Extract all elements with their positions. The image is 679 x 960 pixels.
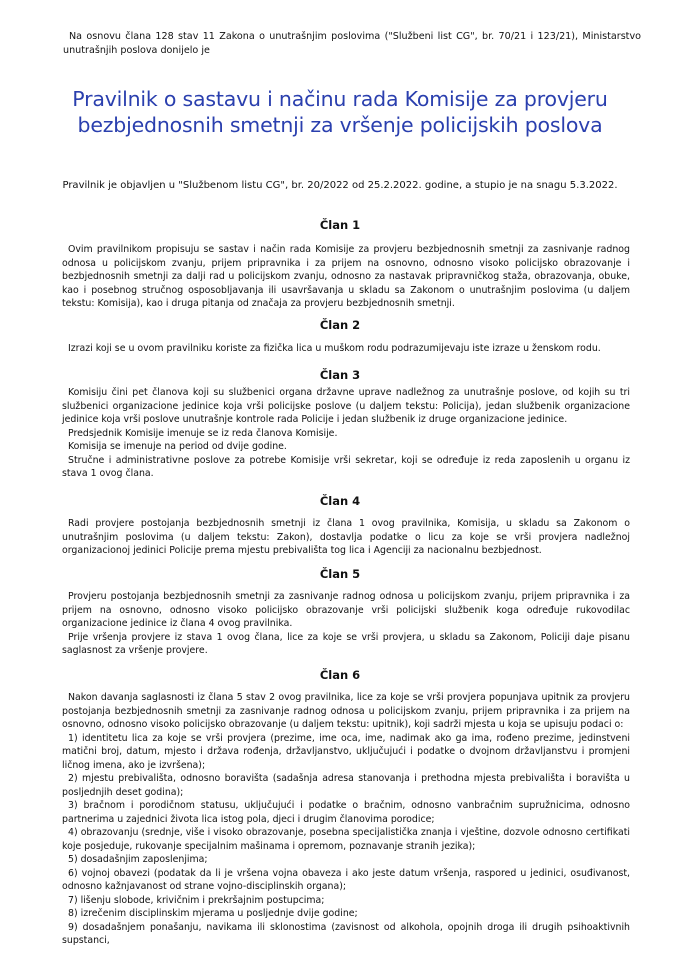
article-3-heading: Član 3	[319, 368, 361, 382]
article-1-heading: Član 1	[319, 218, 361, 232]
article-5-body	[62, 590, 630, 658]
article-5-heading: Član 5	[319, 567, 361, 581]
intro-text: Na osnovu člana 128 stav 11 Zakona o unutrašnjim poslovima ("Službeni list CG", br. 70/21 i 123/21), Ministarstvo unutrašnjih poslova donijelo je	[63, 31, 641, 56]
article-2-body	[62, 342, 630, 356]
article-4-heading: Član 4	[319, 494, 361, 508]
article-3-body	[62, 386, 630, 481]
list-item: 5) dosadašnjim zaposlenjima;	[68, 854, 208, 865]
document-title: Pravilnik o sastavu i načinu rada Komisije za provjeru bezbjednosnih smetnji za vršenje policijskih poslova	[72, 87, 608, 137]
article-4-paragraph: Radi provjere postojanja bezbjednosnih smetnji iz člana 1 ovog pravilnika, Komisija, u skladu sa Zakonom o unutrašnjim poslovima (u daljem tekstu: Zakon), dostavlja podatke o licu za koje se vrši provjera nadležnoj organizacionoj jedinici Policije prema mjestu prebivališta tog lica i Agenciji za nacionalnu bezbjednost.	[62, 518, 630, 556]
list-item: 2) mjestu prebivališta, odnosno boravišta (sadašnja adresa stanovanja i prethodna mjesta prebivališta i boravišta u posljednjih deset godina);	[62, 773, 630, 798]
list-item: 3) bračnom i porodičnom statusu, uključujući i podatke o bračnim, odnosno vanbračnim supružnicima, odnosno partnerima u zajednici života lica istog pola, djeci i drugim članovima porodice;	[62, 800, 630, 825]
article-1-paragraph: Ovim pravilnikom propisuju se sastav i način rada Komisije za provjeru bezbjednosnih smetnji za zasnivanje radnog odnosa u policijskom zvanju, prijem pripravnika i za prijem na osnovno, odnosno visoko policijsko obrazovanje i bezbjednosnih smetnji za dalji rad u policijskom zvanju, odnosno za nastavak pripravničkog staža, obrazovanja, obuke, kao i posebnog stručnog osposobljavanja ili usavršavanja u skladu sa Zakonom o unutrašnjim poslovima (u daljem tekstu: Komisija), kao i druga pitanja od značaja za provjeru bezbjednosnih smetnji.	[62, 244, 630, 309]
list-item: 1) identitetu lica za koje se vrši provjera (prezime, ime oca, ime, nadimak ako ga ima, rođeno prezime, jedinstveni matični broj, datum, mjesto i država rođenja, državljanstvo, uključujući i podatke o dvojnom državljanstvu i promjeni ličnog imena, ako je izvršena);	[62, 732, 630, 771]
list-item: 7) lišenju slobode, krivičnim i prekršajnim postupcima;	[68, 894, 325, 906]
article-2-paragraph: Izrazi koji se u ovom pravilniku koriste za fizička lica u muškom rodu podrazumijevaju iste izraze u ženskom rodu.	[68, 343, 601, 354]
article-6-paragraph: Nakon davanja saglasnosti iz člana 5 stav 2 ovog pravilnika, lice za koje se vrši provjera popunjava upitnik za provjeru postojanja bezbjednosnih smetnji za zasnivanje radnog odnosa u policijskom zvanju, prijem pripravnika i za prijem na osnovno, odnosno visoko policijsko obrazovanje (u daljem tekstu: upitnik), koji sadrži mjesta u koja se upisuju podaci o:	[62, 692, 630, 730]
article-6-list	[62, 732, 630, 948]
list-item: 9) dosadašnjem ponašanju, navikama ili sklonostima (zavisnost od alkohola, opojnih droga ili drugih psihoaktivnih supstanci,	[62, 921, 630, 946]
article-2-heading: Član 2	[319, 318, 361, 332]
list-item: 6) vojnoj obavezi (podatak da li je vršena vojna obaveza i ako jeste datum vršenja, raspored u jedinici, osuđivanost, odnosno kažnjavanost od strane vojno-disciplinskih organa);	[62, 867, 630, 892]
article-3-paragraph-4: Stručne i administrativne poslove za potrebe Komisije vrši sekretar, koji se određuje iz reda zaposlenih u organu iz stava 1 ovog člana.	[62, 454, 630, 479]
article-6-body	[62, 691, 630, 948]
article-3-paragraph-3: Komisija se imenuje na period od dvije godine.	[68, 441, 287, 452]
article-4-body	[62, 517, 630, 558]
article-5-paragraph-2: Prije vršenja provjere iz stava 1 ovog člana, lice za koje se vrši provjera, u skladu sa Zakonom, Policiji daje pisanu saglasnost za vršenje provjere.	[62, 631, 630, 656]
list-item: 4) obrazovanju (srednje, više i visoko obrazovanje, posebna specijalistička znanja i vještine, dozvole odnosno certifikati koje posjeduje, rukovanje specijalnim mašinama i opremom, poznavanje stranih jezika);	[62, 827, 630, 852]
article-3-paragraph-1: Komisiju čini pet članova koji su službenici organa državne uprave nadležnog za unutrašnje poslove, od kojih su tri službenici organizacione jedinice koja vrši policijske poslove (u daljem tekstu: Policija), jedan službenik organizacione jedinice koja vrši poslove unutrašnje kontrole rada Policije i jedan službenik iz druge organizacione jedinice.	[62, 387, 630, 425]
article-6-heading: Član 6	[319, 668, 361, 682]
article-3-paragraph-2: Predsjednik Komisije imenuje se iz reda članova Komisije.	[68, 427, 338, 439]
publication-note: Pravilnik je objavljen u "Službenom listu CG", br. 20/2022 od 25.2.2022. godine, a stupio je na snagu 5.3.2022.	[62, 180, 618, 191]
list-item: 8) izrečenim disciplinskim mjerama u posljednje dvije godine;	[68, 908, 358, 919]
article-5-paragraph-1: Provjeru postojanja bezbjednosnih smetnji za zasnivanje radnog odnosa u policijskom zvanju, prijem pripravnika i za prijem na osnovno, odnosno visoko policijsko obrazovanje vrši policijski službenik koga određuje rukovodilac organizacione jedinice iz člana 4 ovog pravilnika.	[62, 591, 630, 629]
article-1-body	[62, 243, 630, 311]
